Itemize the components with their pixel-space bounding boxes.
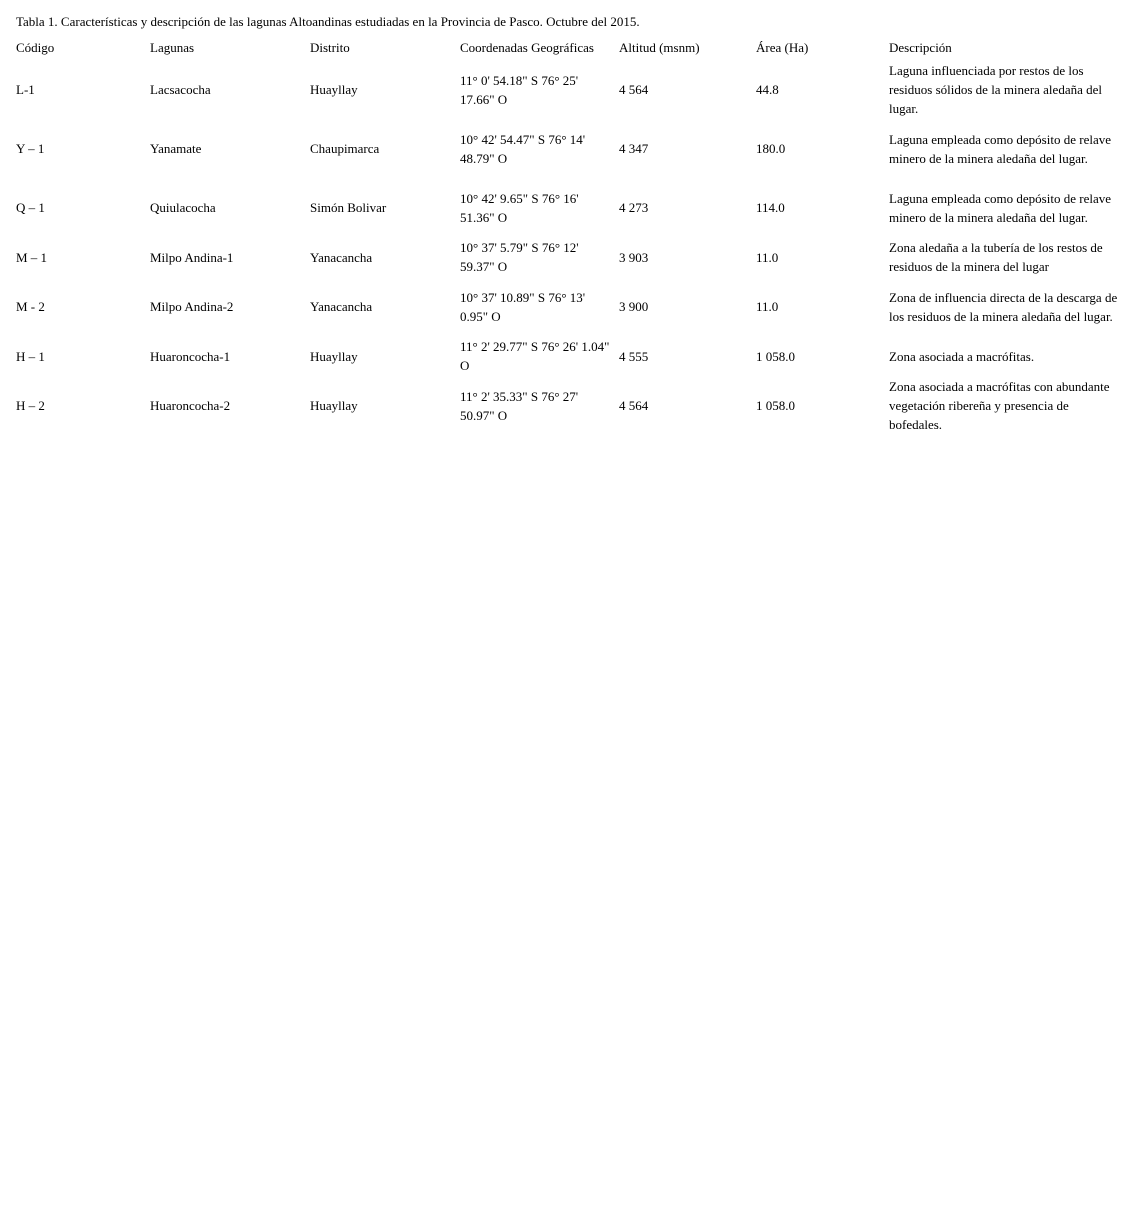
cell-area: 11.0 [756, 249, 779, 265]
cell-distrito: Chaupimarca [310, 141, 380, 156]
cell-distrito: Simón Bolivar [310, 200, 387, 215]
cell-altitud: 4 555 [619, 348, 649, 364]
cell-distrito: Yanacancha [310, 249, 373, 265]
cell-codigo: Q – 1 [16, 200, 45, 215]
cell-laguna: Lacsacocha [150, 82, 211, 97]
cell-laguna: Milpo Andina-2 [150, 299, 234, 314]
cell-distrito: Huayllay [310, 398, 358, 413]
cell-coordenadas: 11° 2' 29.77" S 76° 26' 1.04" O [460, 339, 610, 373]
column-header-codigo: Código [16, 39, 55, 55]
cell-codigo: H – 2 [16, 398, 45, 413]
column-header-distrito: Distrito [310, 39, 350, 55]
cell-codigo: L-1 [16, 82, 35, 97]
cell-descripcion: Laguna influenciada por restos de los residuos sólidos de la minera aledaña del lugar. [889, 63, 1102, 116]
table-header-row [12, 37, 1124, 60]
cell-laguna: Milpo Andina-1 [150, 249, 234, 265]
cell-coordenadas: 11° 0' 54.18" S 76° 25' 17.66" O [460, 72, 579, 107]
table-row [12, 277, 1124, 336]
cell-area: 44.8 [756, 82, 779, 97]
table-row [12, 60, 1124, 119]
cell-coordenadas: 10° 37' 5.79" S 76° 12' 59.37" O [460, 240, 579, 274]
cell-altitud: 4 564 [619, 82, 649, 97]
table-row [12, 336, 1124, 376]
cell-distrito: Huayllay [310, 82, 358, 97]
cell-descripcion: Zona de influencia directa de la descarga de los residuos de la minera aledaña del lugar. [889, 289, 1118, 324]
cell-codigo: M – 1 [16, 249, 48, 265]
cell-descripcion: Laguna empleada como depósito de relave minero de la minera aledaña del lugar. [889, 190, 1111, 225]
cell-area: 1 058.0 [756, 348, 795, 364]
cell-area: 11.0 [756, 299, 779, 314]
cell-altitud: 3 903 [619, 249, 649, 265]
column-header-descripcion: Descripción [889, 39, 952, 55]
cell-codigo: H – 1 [16, 348, 45, 364]
cell-distrito: Huayllay [310, 348, 358, 364]
cell-coordenadas: 10° 42' 9.65" S 76° 16' 51.36" O [460, 190, 579, 225]
cell-descripcion: Zona asociada a macrófitas con abundante vegetación ribereña y presencia de bofedales. [889, 379, 1110, 432]
cell-laguna: Quiulacocha [150, 200, 216, 215]
table-row [12, 119, 1124, 178]
table-row [12, 237, 1124, 277]
cell-area: 180.0 [756, 141, 786, 156]
cell-area: 1 058.0 [756, 398, 795, 413]
table-row [12, 178, 1124, 237]
table-row [12, 376, 1124, 435]
cell-altitud: 3 900 [619, 299, 649, 314]
cell-descripcion: Zona aledaña a la tubería de los restos de residuos de la minera del lugar [889, 240, 1103, 274]
column-header-lagunas: Lagunas [150, 39, 195, 55]
cell-coordenadas: 10° 37' 10.89" S 76° 13' 0.95" O [460, 289, 586, 324]
cell-altitud: 4 564 [619, 398, 649, 413]
cell-laguna: Huaroncocha-2 [150, 398, 231, 413]
cell-laguna: Yanamate [150, 141, 202, 156]
cell-coordenadas: 11° 2' 35.33" S 76° 27' 50.97" O [460, 388, 579, 423]
cell-altitud: 4 273 [619, 200, 649, 215]
cell-laguna: Huaroncocha-1 [150, 348, 231, 364]
cell-distrito: Yanacancha [310, 299, 373, 314]
column-header-coordenadas: Coordenadas Geográficas [460, 39, 594, 55]
cell-descripcion: Zona asociada a macrófitas. [889, 348, 1035, 364]
cell-codigo: M - 2 [16, 299, 45, 314]
cell-area: 114.0 [756, 200, 785, 215]
lagoons-table [12, 37, 1124, 435]
cell-codigo: Y – 1 [16, 141, 45, 156]
cell-altitud: 4 347 [619, 141, 649, 156]
cell-descripcion: Laguna empleada como depósito de relave minero de la minera aledaña del lugar. [889, 131, 1111, 166]
cell-coordenadas: 10° 42' 54.47" S 76° 14' 48.79" O [460, 131, 586, 166]
column-header-altitud: Altitud (msnm) [619, 39, 700, 55]
column-header-area: Área (Ha) [756, 39, 809, 55]
table-caption: Tabla 1. Características y descripción de las lagunas Altoandinas estudiadas en la Provincia de Pasco. Octubre del 2015. [16, 14, 640, 29]
